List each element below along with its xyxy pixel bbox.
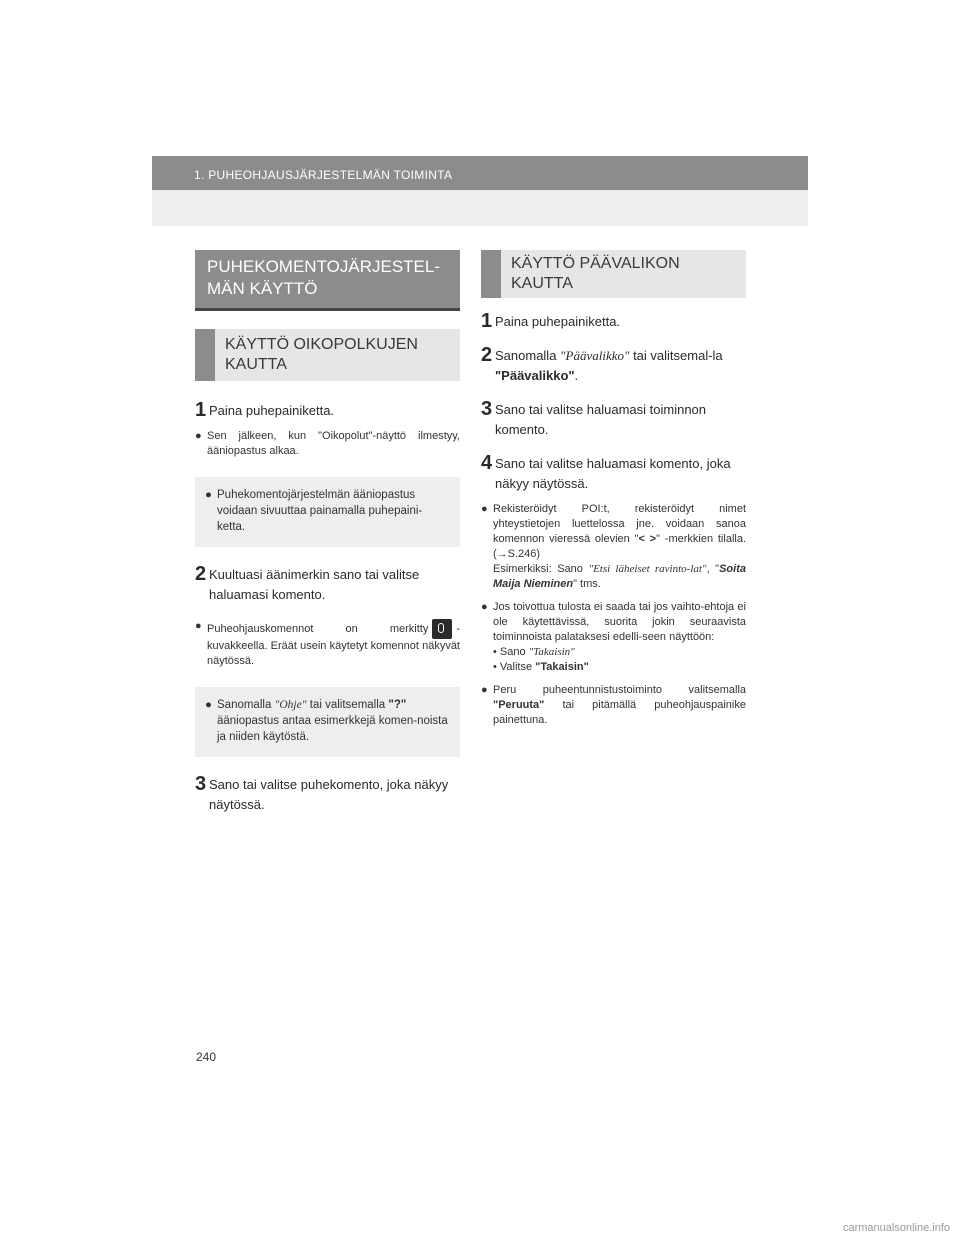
step-text (493, 346, 746, 386)
step-text: Sano tai valitse puhekomento, joka näkyy näytössä. (209, 777, 449, 812)
sub-heading-bar (195, 329, 215, 381)
bullet-text-part: " tms. (573, 578, 601, 590)
bullet-item (481, 600, 746, 675)
note-text: Puhekomentojärjestelmän ääniopastus voidaan sivuuttaa painamalla puhepaini-ketta. (217, 489, 423, 533)
sub-heading-main-menu (481, 250, 746, 298)
step-number: 3 (481, 398, 493, 420)
bullet-text-part: " -merkkien tilalla. (→S.246) (493, 533, 746, 560)
bullet-dot-icon: ● (195, 620, 202, 632)
button-label-text: "Peruuta" (493, 699, 545, 711)
step-number: 4 (481, 452, 493, 474)
note-box (195, 687, 460, 757)
step-text-part: Sanomalla (495, 348, 561, 363)
bullet-text-part: , " (706, 563, 720, 575)
sub-heading-bar (481, 250, 501, 298)
note-text-part: tai valitsemalla (306, 699, 389, 711)
bullet-text (493, 683, 746, 728)
step-2 (195, 565, 460, 605)
sub-heading-text: KÄYTTÖ PÄÄVALIKON KAUTTA (511, 255, 680, 292)
option-line (493, 645, 746, 660)
bullet-item (481, 502, 746, 592)
bullet-dot-icon: ● (205, 489, 212, 501)
step-text-part: . (574, 368, 579, 383)
step-number: 1 (481, 310, 493, 332)
button-label-text: "Päävalikko" (495, 368, 575, 383)
step-1 (195, 401, 460, 421)
option-prefix: • Valitse (493, 661, 536, 673)
section-heading (195, 250, 460, 311)
left-column (195, 250, 460, 815)
step-3 (195, 775, 460, 815)
right-column (481, 250, 746, 728)
step-text: Paina puhepainiketta. (209, 403, 335, 418)
step-text: Sano tai valitse haluamasi toiminnon komento. (495, 402, 707, 437)
step-text: Paina puhepainiketta. (495, 314, 621, 329)
bullet-text-part: Rekisteröidyt POI:t, rekisteröidyt nimet yhteystietojen luettelossa jne. voidaan sanoa komennon vieressä olevien " (493, 503, 746, 545)
step-2 (481, 346, 746, 386)
bullet-text-part: tai pitämällä puheohjauspainike painettuna. (493, 699, 746, 726)
step-number: 3 (195, 773, 207, 795)
sub-heading-text: KÄYTTÖ OIKOPOLKUJEN KAUTTA (225, 336, 418, 373)
step-text: Kuultuasi äänimerkin sano tai valitse haluamasi komento. (209, 567, 420, 602)
step-3 (481, 400, 746, 440)
bullet-text (493, 502, 746, 592)
note-box (195, 477, 460, 547)
voice-command-text: Soita Maija Nieminen (493, 563, 746, 590)
placeholder-symbol: < > (638, 533, 657, 545)
bullet-dot-icon: ● (481, 503, 488, 515)
bullet-item (481, 683, 746, 728)
header-subband (152, 190, 808, 226)
option-prefix: • Sano (493, 646, 529, 658)
bullet-text-before: Puheohjauskomennot on merkitty (207, 622, 429, 635)
step-1 (481, 312, 746, 332)
bullet-dot-icon: ● (205, 699, 212, 711)
bullet-dot-icon: ● (195, 430, 202, 442)
step-number: 2 (195, 563, 207, 585)
chapter-header (152, 156, 808, 190)
voice-command-text: "Takaisin" (528, 646, 575, 658)
section-heading-text: PUHEKOMENTOJÄRJESTEL- MÄN KÄYTTÖ (207, 257, 441, 298)
bullet-dot-icon: ● (481, 601, 488, 613)
step-text-part: tai valitsemal-la (629, 348, 723, 363)
note-text (217, 697, 450, 745)
option-line (493, 660, 746, 675)
step-text: Sano tai valitse haluamasi komento, joka näkyy näytössä. (495, 456, 731, 491)
step-number: 1 (195, 399, 207, 421)
bullet-text-part: Esimerkiksi: Sano (493, 563, 589, 575)
button-label-text: "Takaisin" (535, 661, 589, 673)
note-text-part: ääniopastus antaa esimerkkejä komen-noista ja niiden käytöstä. (217, 715, 448, 743)
step-4 (481, 454, 746, 494)
voice-command-text: "Päävalikko" (560, 348, 630, 363)
voice-command-text: "Ohje" (274, 699, 307, 711)
step-number: 2 (481, 344, 493, 366)
chapter-title: 1. PUHEOHJAUSJÄRJESTELMÄN TOIMINTA (194, 168, 453, 182)
watermark: carmanualsonline.info (842, 1222, 950, 1234)
bullet-text-part: Peru puheentunnistustoiminto valitsemalla (493, 684, 746, 696)
button-label-text: "?" (388, 699, 407, 711)
bullet-text-part: Jos toivottua tulosta ei saada tai jos vaihto-ehtoja ei ole käytettävissä, suorita jokin seuraavista toiminnoista palataksesi edelli-seen näyttöön: (493, 601, 746, 643)
voice-command-text: "Etsi läheiset ravinto-lat" (588, 563, 707, 575)
page-number: 240 (196, 1050, 217, 1064)
note-text-part: Sanomalla (217, 699, 275, 711)
bullet-item (195, 429, 460, 459)
voice-command-icon (432, 619, 452, 639)
bullet-text (207, 619, 460, 669)
bullet-text (493, 600, 746, 675)
bullet-item (195, 619, 460, 669)
bullet-dot-icon: ● (481, 684, 488, 696)
bullet-text-after: -kuvakkeella. Eräät usein käytetyt komennot näkyvät näytössä. (207, 622, 460, 667)
sub-heading-shortcuts (195, 329, 460, 381)
bullet-text: Sen jälkeen, kun "Oikopolut"-näyttö ilmestyy, ääniopastus alkaa. (207, 430, 460, 457)
